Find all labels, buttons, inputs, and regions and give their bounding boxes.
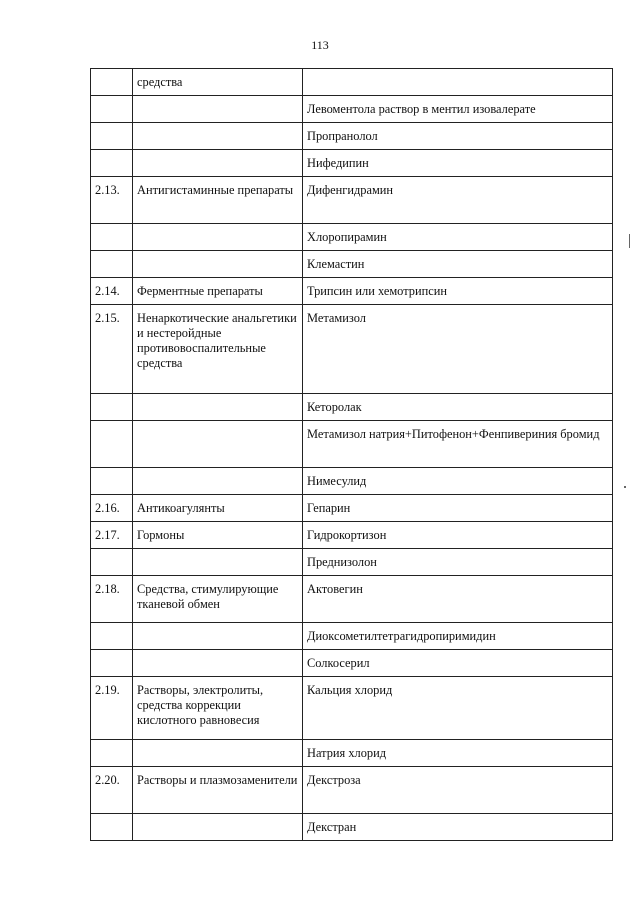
table-row xyxy=(91,394,613,421)
drug-group-cell: Антигистаминные препараты xyxy=(133,177,303,224)
row-number-cell xyxy=(91,740,133,767)
row-number-cell: 2.16. xyxy=(91,495,133,522)
drug-name-cell: Левоментола раствор в ментил изовалерате xyxy=(303,96,613,123)
drug-group-cell xyxy=(133,394,303,421)
drug-name-cell: Нифедипин xyxy=(303,150,613,177)
row-number-cell xyxy=(91,468,133,495)
drug-group-cell xyxy=(133,468,303,495)
drug-group-cell xyxy=(133,224,303,251)
page-number: 113 xyxy=(311,38,329,52)
table-body xyxy=(91,69,613,841)
row-number-cell xyxy=(91,69,133,96)
drug-name-cell: Кеторолак xyxy=(303,394,613,421)
drug-group-cell xyxy=(133,123,303,150)
drug-name-cell: Гепарин xyxy=(303,495,613,522)
drug-group-cell: Антикоагулянты xyxy=(133,495,303,522)
drug-name-cell: Нимесулид xyxy=(303,468,613,495)
drug-name-cell: Метамизол xyxy=(303,305,613,394)
drug-name-cell: Пропранолол xyxy=(303,123,613,150)
table-row xyxy=(91,123,613,150)
row-number-cell xyxy=(91,123,133,150)
table-row xyxy=(91,278,613,305)
drug-group-cell xyxy=(133,623,303,650)
drug-name-cell: Дифенгидрамин xyxy=(303,177,613,224)
row-number-cell: 2.17. xyxy=(91,522,133,549)
row-number-cell xyxy=(91,623,133,650)
row-number-cell: 2.13. xyxy=(91,177,133,224)
table-row xyxy=(91,421,613,468)
drug-group-cell: Растворы, электролиты, средства коррекции кислотного равновесия xyxy=(133,677,303,740)
row-number-cell xyxy=(91,394,133,421)
table-row xyxy=(91,177,613,224)
drug-name-cell: Преднизолон xyxy=(303,549,613,576)
drug-name-cell: Актовегин xyxy=(303,576,613,623)
row-number-cell xyxy=(91,251,133,278)
drug-group-cell xyxy=(133,740,303,767)
drug-name-cell: Гидрокортизон xyxy=(303,522,613,549)
drug-group-cell xyxy=(133,814,303,841)
scan-speck xyxy=(624,486,626,488)
drug-group-cell xyxy=(133,150,303,177)
table-row xyxy=(91,69,613,96)
table-row xyxy=(91,814,613,841)
drug-name-cell: Декстроза xyxy=(303,767,613,814)
drug-group-cell: средства xyxy=(133,69,303,96)
drug-group-cell: Ненаркотические анальгетики и нестеройдные противовоспалительные средства xyxy=(133,305,303,394)
table-row xyxy=(91,650,613,677)
row-number-cell xyxy=(91,814,133,841)
drug-group-cell: Гормоны xyxy=(133,522,303,549)
row-number-cell: 2.15. xyxy=(91,305,133,394)
drug-group-cell xyxy=(133,251,303,278)
row-number-cell xyxy=(91,650,133,677)
table-row xyxy=(91,305,613,394)
table-row xyxy=(91,549,613,576)
table-row xyxy=(91,576,613,623)
table-row xyxy=(91,677,613,740)
row-number-cell xyxy=(91,150,133,177)
drug-list-table xyxy=(90,68,613,841)
drug-name-cell: Диоксометилтетрагидропиримидин xyxy=(303,623,613,650)
table-row xyxy=(91,740,613,767)
drug-group-cell xyxy=(133,549,303,576)
table-row xyxy=(91,150,613,177)
table-row xyxy=(91,495,613,522)
drug-name-cell: Солкосерил xyxy=(303,650,613,677)
row-number-cell xyxy=(91,96,133,123)
row-number-cell xyxy=(91,549,133,576)
drug-name-cell xyxy=(303,69,613,96)
drug-group-cell xyxy=(133,96,303,123)
drug-name-cell: Клемастин xyxy=(303,251,613,278)
row-number-cell xyxy=(91,224,133,251)
table-row xyxy=(91,251,613,278)
drug-name-cell: Метамизол натрия+Питофенон+Фенпивериния бромид xyxy=(303,421,613,468)
drug-group-cell xyxy=(133,650,303,677)
drug-group-cell: Средства, стимулирующие тканевой обмен xyxy=(133,576,303,623)
drug-group-cell: Растворы и плазмозаменители xyxy=(133,767,303,814)
table-row xyxy=(91,224,613,251)
scan-speck xyxy=(629,234,630,248)
row-number-cell: 2.18. xyxy=(91,576,133,623)
drug-group-cell: Ферментные препараты xyxy=(133,278,303,305)
drug-name-cell: Кальция хлорид xyxy=(303,677,613,740)
row-number-cell xyxy=(91,421,133,468)
drug-name-cell: Трипсин или хемотрипсин xyxy=(303,278,613,305)
table-row xyxy=(91,522,613,549)
row-number-cell: 2.19. xyxy=(91,677,133,740)
table-row xyxy=(91,96,613,123)
table-row xyxy=(91,468,613,495)
drug-name-cell: Декстран xyxy=(303,814,613,841)
drug-name-cell: Хлоропирамин xyxy=(303,224,613,251)
drug-group-cell xyxy=(133,421,303,468)
drug-name-cell: Натрия хлорид xyxy=(303,740,613,767)
row-number-cell: 2.20. xyxy=(91,767,133,814)
table-row xyxy=(91,767,613,814)
row-number-cell: 2.14. xyxy=(91,278,133,305)
table-row xyxy=(91,623,613,650)
